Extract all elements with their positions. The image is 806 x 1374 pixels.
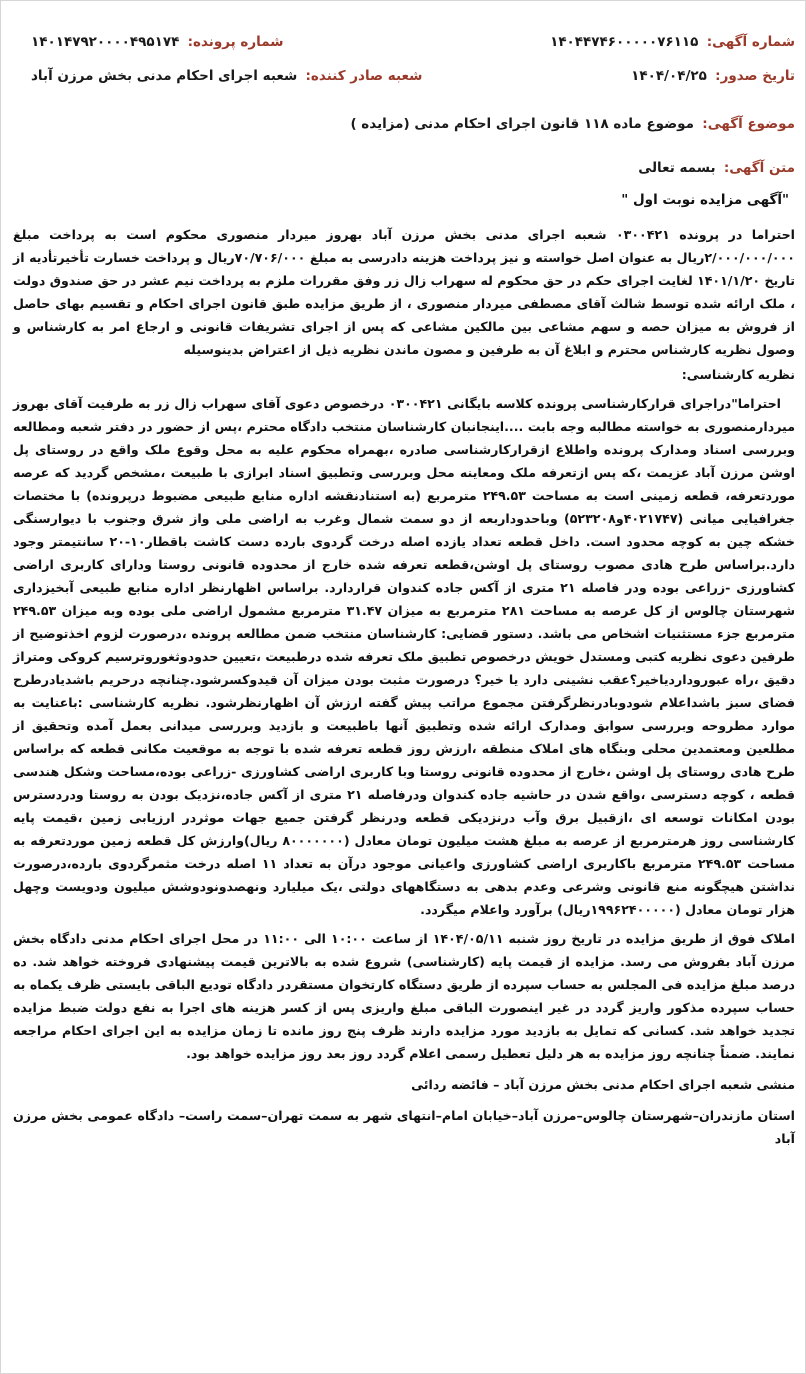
body-head-line xyxy=(13,157,795,179)
expert-opinion-heading: نظریه کارشناسی: xyxy=(681,367,795,382)
address-line: استان مازندران–شهرستان چالوس–مرزن آباد–خیابان امام–انتهای شهر به سمت تهران–سمت راست– دادگاه عمومی بخش مرزن آباد xyxy=(13,1108,795,1146)
issue-date: ۱۴۰۴/۰۴/۲۵ xyxy=(631,68,707,84)
issuer-field xyxy=(31,65,422,87)
case-number: ۱۴۰۱۴۷۹۲۰۰۰۰۴۹۵۱۷۴ xyxy=(31,34,180,50)
auction-title: "آگهی مزایده نوبت اول " xyxy=(621,192,789,208)
notice-number: ۱۴۰۴۴۷۴۶۰۰۰۰۰۷۶۱۱۵ xyxy=(550,34,699,50)
issue-date-label: تاریخ صدور: xyxy=(715,68,795,84)
body-opening: بسمه تعالی xyxy=(638,160,716,176)
header-row-2 xyxy=(13,65,795,87)
notice-number-label: شماره آگهی: xyxy=(706,34,795,50)
issuer: شعبه اجرای احکام مدنی بخش مرزن آباد xyxy=(31,68,298,84)
subject-label: موضوع آگهی: xyxy=(702,116,795,132)
notice-number-field xyxy=(550,31,795,53)
case-number-field xyxy=(31,31,284,53)
subject-line xyxy=(13,113,795,135)
paragraph-expert-opinion: احتراما"دراجرای قرارکارشناسی پرونده کلاسه بایگانی ۰۳۰۰۴۲۱ درخصوص دعوی آقای سهراب زال زر به طرفیت آقای بهروز میردارمنصوری به خواسته مطالبه وجه بابت ....اینجانبان کارشناسان منتخب دادگاه محترم ،پس از حضور در دفتر شعبه ومطالعه وبررسی اسناد ومدارک پرونده واطلاع ازقرارکارشناسی صادره ،بهمراه محکوم علیه به محل وقوع ملک واقع در روستای پل اوشن مرزن آباد عزیمت ،که پس ازتعرفه ملک ومعاینه محل وبررسی وتطبیق اسناد ابرازی با طبیعت ،مشخص گردید که عرصه موردتعرفه، قطعه زمینی است به مساحت ۲۴۹.۵۳ مترمربع (به استنادنقشه اداره منابع طبیعی مضبوط درپرونده) با مختصات جغرافیایی میانی (۴۰۲۱۷۴۷و۵۲۳۲۰۸) وباحدوداربعه از دو سمت شمال وغرب به اراضی ملی واز شرق وجنوب با دیوارسنگی خشکه چین به کوچه محدود است. داخل قطعه تعداد یازده اصله درخت گردوی بارده دست کاشت باقطار۱۰-۲۰ سانتیمتر وجود دارد.براساس طرح هادی مصوب روستای پل اوشن،قطعه تعرفه شده خارج از محدوده قانونی روستا ودارای کاربری اراضی کشاورزی -زراعی بوده ودر فاصله ۲۱ متری از آکس جاده کندوان قراردارد. براساس اظهارنظر اداره منابع طبیعی آبخیزداری شهرستان چالوس از کل عرصه به مساحت ۲۸۱ مترمربع به میزان ۳۱.۴۷ مترمربع مشمول اراضی ملی بوده وبه میزان ۲۴۹.۵۳ مترمربع جزء مستثنیات اشخاص می باشد. دستور قضایی: کارشناسان منتخب ضمن مطالعه پرونده ،درصورت لزوم اخذتوضیح از طرفین دعوی نظریه کتبی ومستدل خویش درخصوص تطبیق ملک تعرفه شده درطبیعت ،تعیین حدودوثغوروترسیم کروکی ومتراژ دقیق ،راه عبوروداردیاخیر؟عقب نشینی دارد یا خیر؟ درصورت مثبت بودن میزان آن قیدوکسرشود.چنانچه درحریم باشدیادرطرح فضای سبز باشداعلام شودوبادرنظرگرفتن مجموع مراتب پیش گفته ارزش آن اظهارنظرشود. نظریه کارشناسی :باعنایت به موارد مطروحه وبررسی سوابق ومدارک ارائه شده وتطبیق آنها باطبیعت و بازدید وبررسی میدانی بعمل آمده وتحقیق از مطلعین ومعتمدین محلی وبنگاه های املاک منطقه ،ارزش روز قطعه تعرفه شده با توجه به موقعیت مکانی قطعه که براساس طرح هادی روستای پل اوشن ،خارج از محدوده قانونی روستا وبا کاربری اراضی کشاورزی -زراعی بوده،مساحت وشکل هندسی قطعه ، کوچه دسترسی ،واقع شدن در حاشیه جاده کندوان ودرفاصله ۲۱ متری از آکس جاده،نزدیک بودن به روستا ودردسترس بودن امکانات توسعه ای ،ازقبیل برق وآب درنزدیکی قطعه ودرنظر گرفتن جمیع جهات موثردر ارزیابی زمین ،قیمت پایه کارشناسی روز هرمترمربع از عرصه به مبلغ هشت میلیون تومان معادل (۸۰۰۰۰۰۰۰ ریال)وارزش کل قطعه زمین موردتعرفه به مساحت ۲۴۹.۵۳ مترمربع باکاربری اراضی کشاورزی واعیانی موجود درآن به تعداد ۱۱ اصله درخت مثمرگردوی بارده،درصورت نداشتن هیچگونه منع قانونی وشرعی وعدم بدهی به دستگاههای دولتی ،یک میلیارد ونهصدونودوشش میلیون ودویست وچهل هزار تومان معادل (۱۹۹۶۲۴۰۰۰۰۰ریال) برآورد واعلام میگردد. xyxy=(13,396,796,917)
header-row-1 xyxy=(13,31,795,53)
body-label: متن آگهی: xyxy=(723,160,795,176)
issuer-label: شعبه صادر کننده: xyxy=(305,68,423,84)
issue-date-field xyxy=(631,65,795,87)
paragraph-case-summary: احتراما در پرونده ۰۳۰۰۴۲۱ شعبه اجرای مدنی بخش مرزن آباد بهروز میردار منصوری محکوم است به پرداخت مبلغ ۲/۰۰۰/۰۰۰/۰۰۰ریال به عنوان اصل خواسته و نیز پرداخت هزینه دادرسی به مبلغ ۷۰/۷۰۶/۰۰۰ریال و پرداخت خسارت تأخیرتأدیه از تاریخ ۱۴۰۱/۱/۲۰ لغایت اجرای حکم در حق محکوم له سهراب زال زر وفق مقررات ملزم به پرداخت نیم عشر در حق صندوق دولت ، ملک ارائه شده توسط شالث آقای مصطفی میردار منصوری ، از طریق مزایده طبق قانون اجرای احکام و تقسیم بهای حاصل از فروش به میزان حصه و سهم مشاعی بین مالکین مشاعی که پس از اجرای تشریفات قانونی و ارجاع امر به کارشناس و وصول نظریه کارشناس محترم و ابلاغ آن به طرفین و مصون ماندن نظریه ذیل از اعتراض بدینوسیله xyxy=(13,227,795,357)
signer-line: منشی شعبه اجرای احکام مدنی بخش مرزن آباد – فائضه ردائی xyxy=(411,1077,795,1092)
paragraph-auction-terms: املاک فوق از طریق مزایده در تاریخ روز شنبه ۱۴۰۴/۰۵/۱۱ از ساعت ۱۰:۰۰ الی ۱۱:۰۰ در محل اجرای احکام مدنی دادگاه بخش مرزن آباد بفروش می رسد. مزایده از قیمت پایه (کارشناسی) شروع شده به بالاترین قیمت پیشنهادی فروخته خواهد شد. ده درصد مبلغ مزایده فی المجلس به حساب سپرده از طریق دستگاه کارتخوان مستقردر دادگاه تودیع الباقی بایستی ظرف یکماه به حساب سپرده مذکور واریز گردد در غیر اینصورت الباقی مبلغ واریزی پس از کسر هزینه های اجرا به نفع دولت ضبط مزایده تجدید خواهد شد. کسانی که تمایل به بازدید مورد مزایده دارند ظرف پنج روز مانده تا زمان مزایده به این اجرای احکام مراجعه نمایند. ضمناً چنانچه روز مزایده به هر دلیل تعطیل رسمی اعلام گردد روز بعد روز مزایده خواهد بود. xyxy=(13,931,795,1061)
subject-value: موضوع ماده ۱۱۸ قانون اجرای احکام مدنی (مزایده ) xyxy=(350,116,694,132)
case-number-label: شماره پرونده: xyxy=(187,34,284,50)
